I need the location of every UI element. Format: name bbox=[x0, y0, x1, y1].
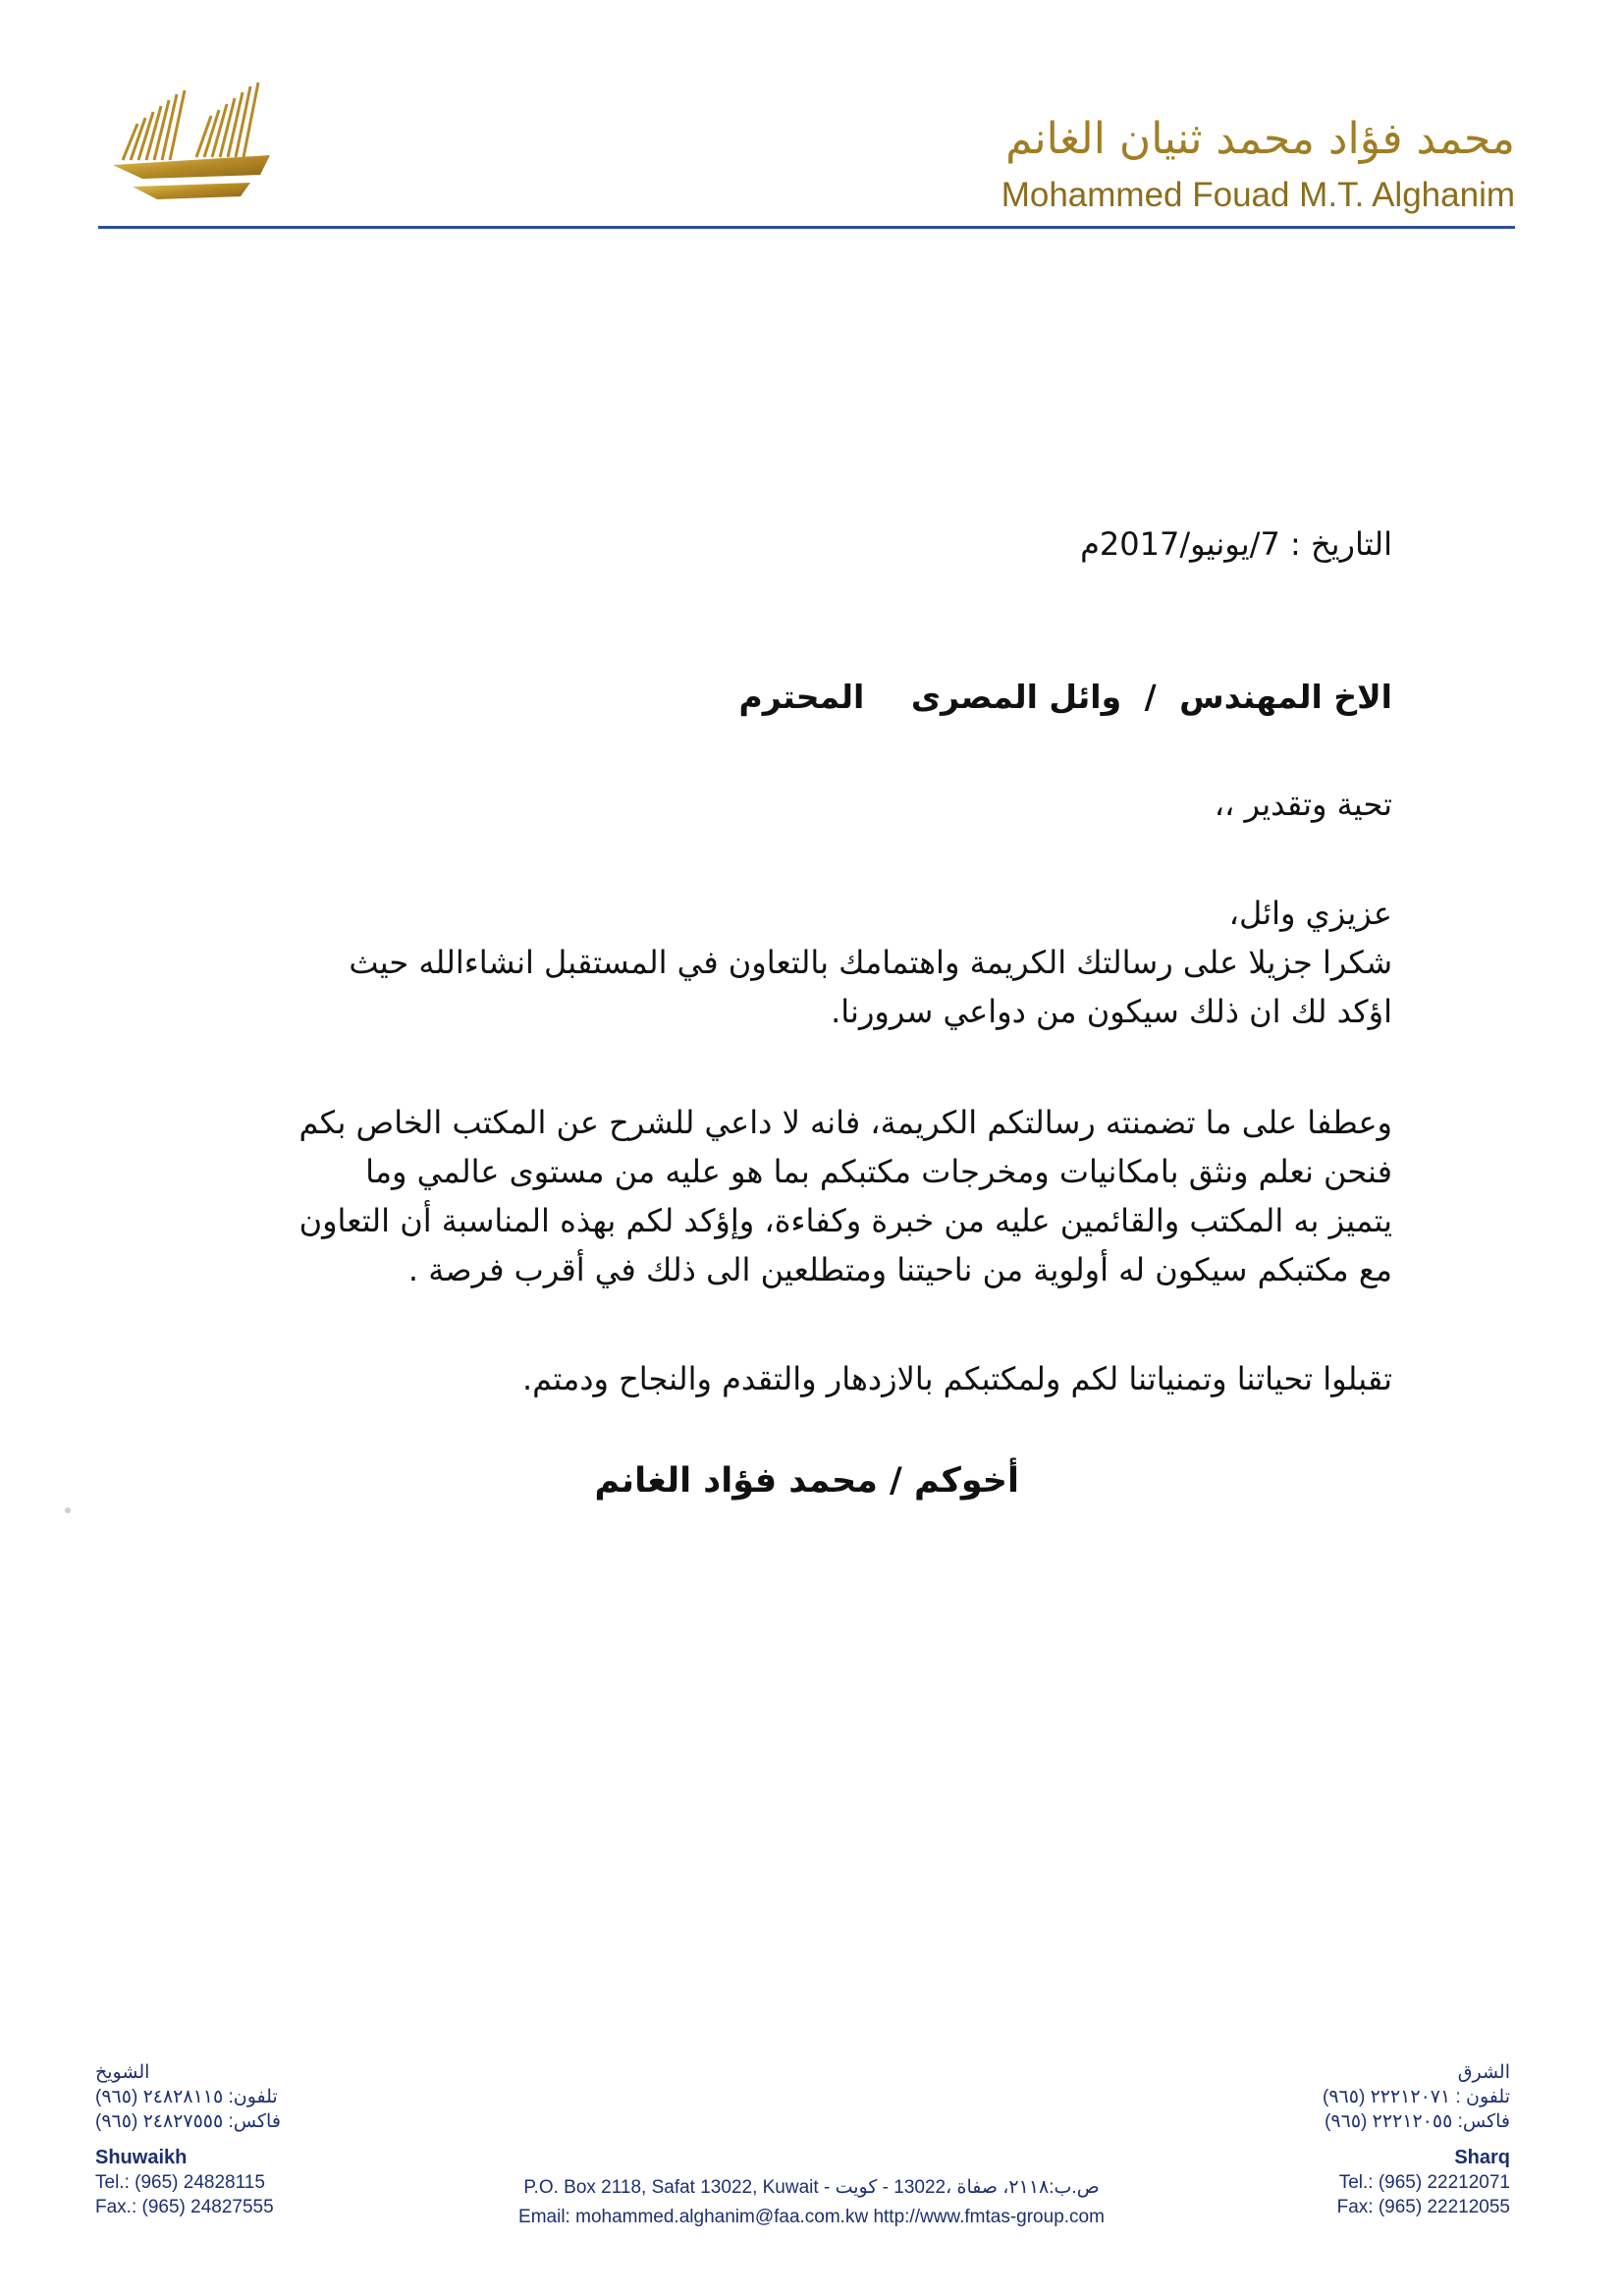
logo-sail-bars bbox=[123, 82, 258, 160]
brand-name-arabic: محمد فؤاد محمد ثنيان الغانم bbox=[1005, 114, 1515, 164]
logo-hull bbox=[113, 155, 270, 179]
letterhead-brand bbox=[1001, 110, 1515, 218]
greeting: تحية وتقدير ،، bbox=[1214, 786, 1392, 823]
branch-phone: Tel.: (965) 22212071 bbox=[1338, 2172, 1510, 2193]
date-line: التاريخ : 7/يونيو/2017م bbox=[1080, 525, 1392, 563]
letterhead-divider bbox=[98, 226, 1515, 229]
brand-name-english: Mohammed Fouad M.T. Alghanim bbox=[1001, 176, 1515, 214]
logo-base bbox=[133, 183, 250, 199]
scan-speck bbox=[65, 1507, 71, 1513]
paragraph-line: اؤكد لك ان ذلك سيكون من دواعي سرورنا. bbox=[831, 993, 1392, 1030]
addressee-line bbox=[234, 678, 1392, 716]
email-website[interactable]: Email: mohammed.alghanim@faa.com.kw http://www.fmtas-group.com bbox=[518, 2207, 1105, 2227]
branch-name-english: Sharq bbox=[1454, 2147, 1510, 2168]
paragraph-2 bbox=[234, 1098, 1392, 1294]
closing-line: تقبلوا تحياتنا وتمنياتنا لكم ولمكتبكم بالازدهار والتقدم والنجاح ودمتم. bbox=[521, 1360, 1392, 1397]
company-logo-icon bbox=[103, 77, 290, 209]
branch-name-arabic: الشويخ bbox=[95, 2062, 150, 2083]
salutation: عزيزي وائل، bbox=[1228, 895, 1392, 932]
postal-address: P.O. Box 2118, Safat 13022, Kuwait - ص.ب:٢١١٨، صفاة ،13022 - كويت bbox=[523, 2177, 1100, 2198]
footer-sharq-branch bbox=[1323, 2060, 1510, 2219]
paragraph-line: مع مكتبكم سيكون له أولوية من ناحيتنا ومتطلعين الى ذلك في أقرب فرصة . bbox=[407, 1251, 1392, 1288]
paragraph-line: يتميز به المكتب والقائمين عليه من خبرة وكفاءة، وإؤكد لكم بهذه المناسبة أن التعاون bbox=[298, 1202, 1392, 1239]
branch-fax: Fax.: (965) 24827555 bbox=[95, 2197, 274, 2217]
branch-fax-arabic: فاكس: ٢٢٢١٢٠٥٥ (٩٦٥) bbox=[1325, 2111, 1510, 2132]
paragraph-1 bbox=[234, 889, 1392, 1036]
branch-phone: Tel.: (965) 24828115 bbox=[95, 2172, 265, 2193]
addressee-name: وائل المصرى bbox=[910, 678, 1122, 716]
addressee-separator: / bbox=[1144, 678, 1157, 716]
branch-fax-arabic: فاكس: ٢٤٨٢٧٥٥٥ (٩٦٥) bbox=[95, 2111, 281, 2132]
branch-fax: Fax: (965) 22212055 bbox=[1336, 2197, 1510, 2217]
signature: أخوكم / محمد فؤاد الغانم bbox=[594, 1461, 1019, 1501]
branch-phone-arabic: تلفون : ٢٢٢١٢٠٧١ (٩٦٥) bbox=[1323, 2087, 1510, 2107]
branch-name-english: Shuwaikh bbox=[95, 2147, 188, 2168]
paragraph-line: فنحن نعلم ونثق بامكانيات ومخرجات مكتبكم بما هو عليه من مستوى عالمي وما bbox=[365, 1153, 1392, 1190]
addressee-title: الاخ المهندس bbox=[1179, 678, 1392, 716]
addressee-suffix: المحترم bbox=[738, 678, 865, 716]
paragraph-line: شكرا جزيلا على رسالتك الكريمة واهتمامك بالتعاون في المستقبل انشاءالله حيث bbox=[349, 944, 1392, 981]
paragraph-line: وعطفا على ما تضمنته رسالتكم الكريمة، فانه لا داعي للشرح عن المكتب الخاص بكم bbox=[298, 1104, 1392, 1141]
branch-phone-arabic: تلفون: ٢٤٨٢٨١١٥ (٩٦٥) bbox=[95, 2087, 278, 2107]
branch-name-arabic: الشرق bbox=[1457, 2062, 1510, 2083]
